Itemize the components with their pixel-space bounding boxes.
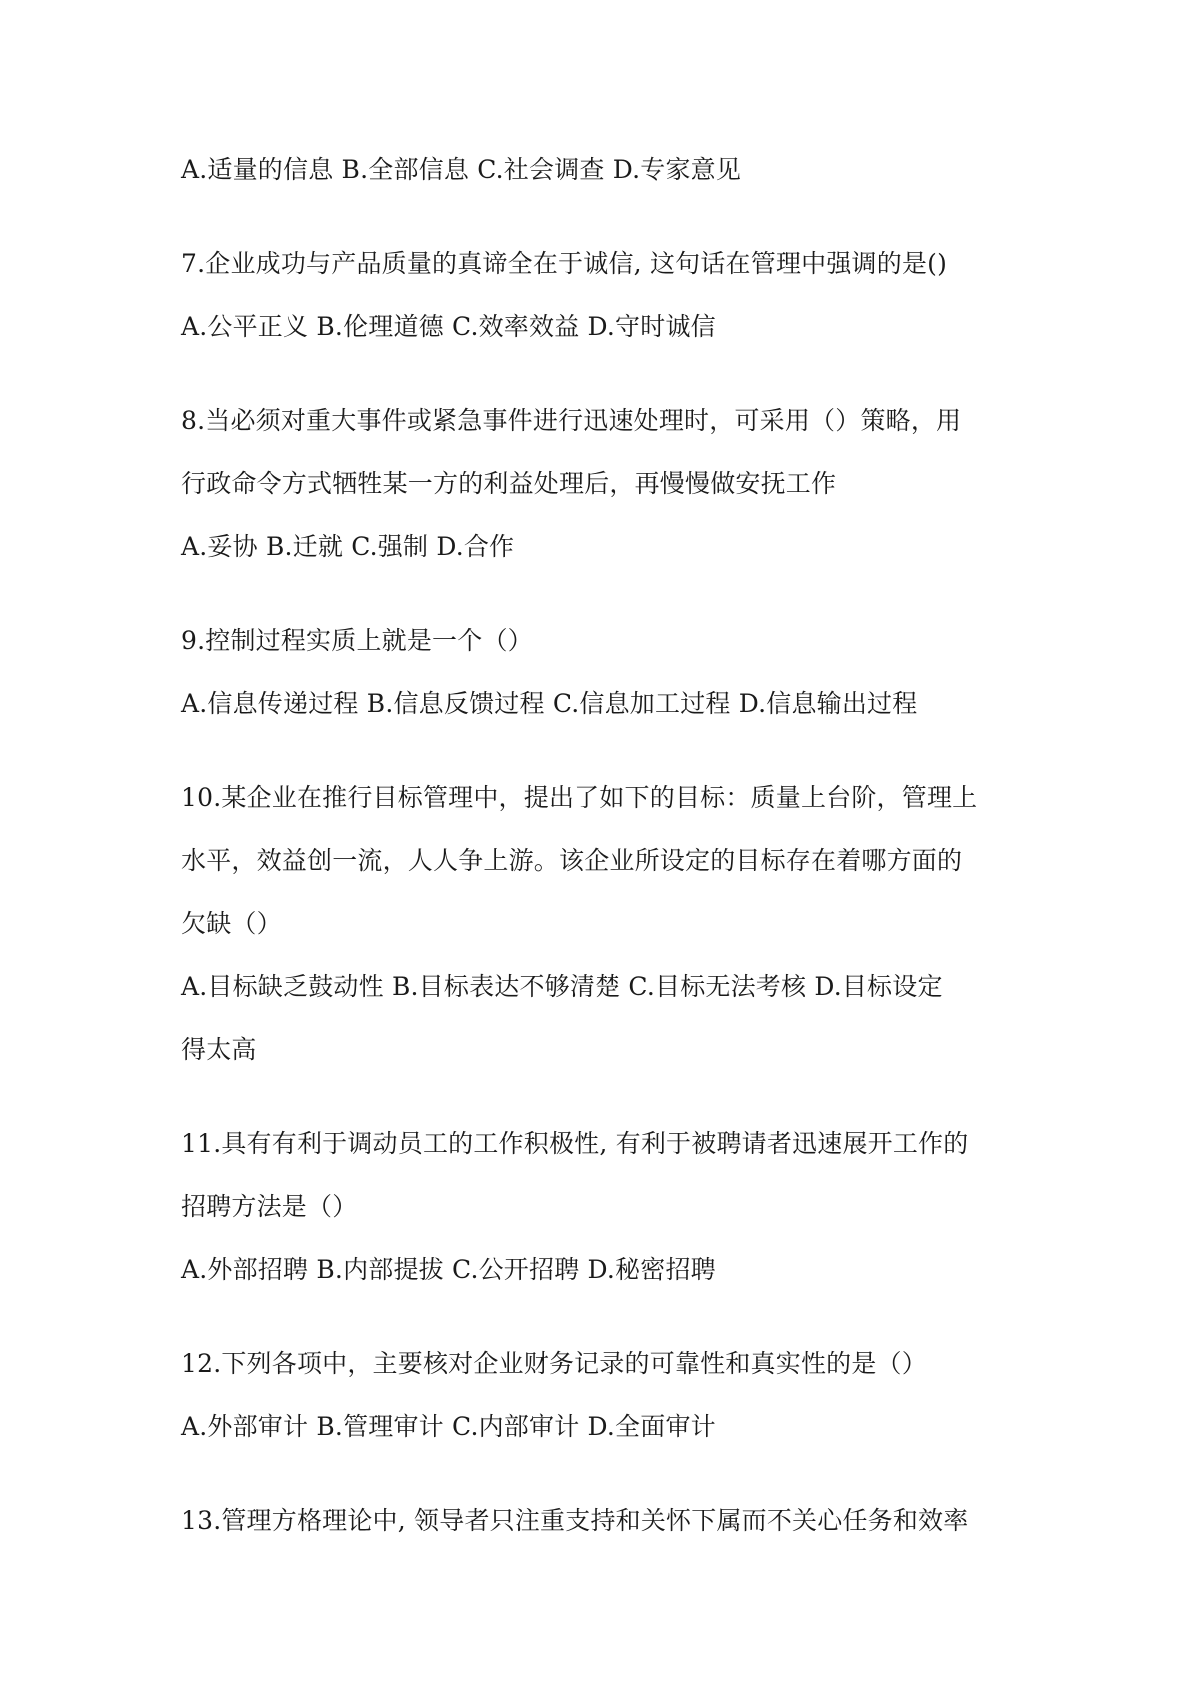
- q8-question-line-1: 8.当必须对重大事件或紧急事件进行迅速处理时，可采用（）策略，用: [181, 406, 962, 435]
- q13-question-line-1: 13.管理方格理论中, 领导者只注重支持和关怀下属而不关心任务和效率: [181, 1506, 969, 1535]
- q7-options: A.公平正义 B.伦理道德 C.效率效益 D.守时诚信: [181, 312, 716, 341]
- q10-question-line-3: 欠缺（）: [181, 909, 282, 938]
- q12-question: 12.下列各项中，主要核对企业财务记录的可靠性和真实性的是（）: [181, 1349, 927, 1378]
- q11-question-line-2: 招聘方法是（）: [181, 1192, 358, 1221]
- q8-options: A.妥协 B.迁就 C.强制 D.合作: [181, 532, 515, 561]
- q6-options: A.适量的信息 B.全部信息 C.社会调查 D.专家意见: [181, 155, 742, 184]
- q10-question-line-1: 10.某企业在推行目标管理中，提出了如下的目标：质量上台阶，管理上: [181, 783, 978, 812]
- q11-options: A.外部招聘 B.内部提拔 C.公开招聘 D.秘密招聘: [181, 1255, 716, 1284]
- q9-question: 9.控制过程实质上就是一个（）: [181, 626, 533, 655]
- q10-question-line-2: 水平，效益创一流，人人争上游。该企业所设定的目标存在着哪方面的: [181, 846, 963, 875]
- q7-question: 7.企业成功与产品质量的真谛全在于诚信, 这句话在管理中强调的是(): [181, 249, 948, 278]
- q10-options-line-1: A.目标缺乏鼓动性 B.目标表达不够清楚 C.目标无法考核 D.目标设定: [181, 972, 943, 1001]
- q12-options: A.外部审计 B.管理审计 C.内部审计 D.全面审计: [181, 1412, 716, 1441]
- q9-options: A.信息传递过程 B.信息反馈过程 C.信息加工过程 D.信息输出过程: [181, 689, 918, 718]
- q11-question-line-1: 11.具有有利于调动员工的工作积极性, 有利于被聘请者迅速展开工作的: [181, 1129, 969, 1158]
- q8-question-line-2: 行政命令方式牺牲某一方的利益处理后，再慢慢做安抚工作: [181, 469, 837, 498]
- q10-options-line-2: 得太高: [181, 1035, 257, 1064]
